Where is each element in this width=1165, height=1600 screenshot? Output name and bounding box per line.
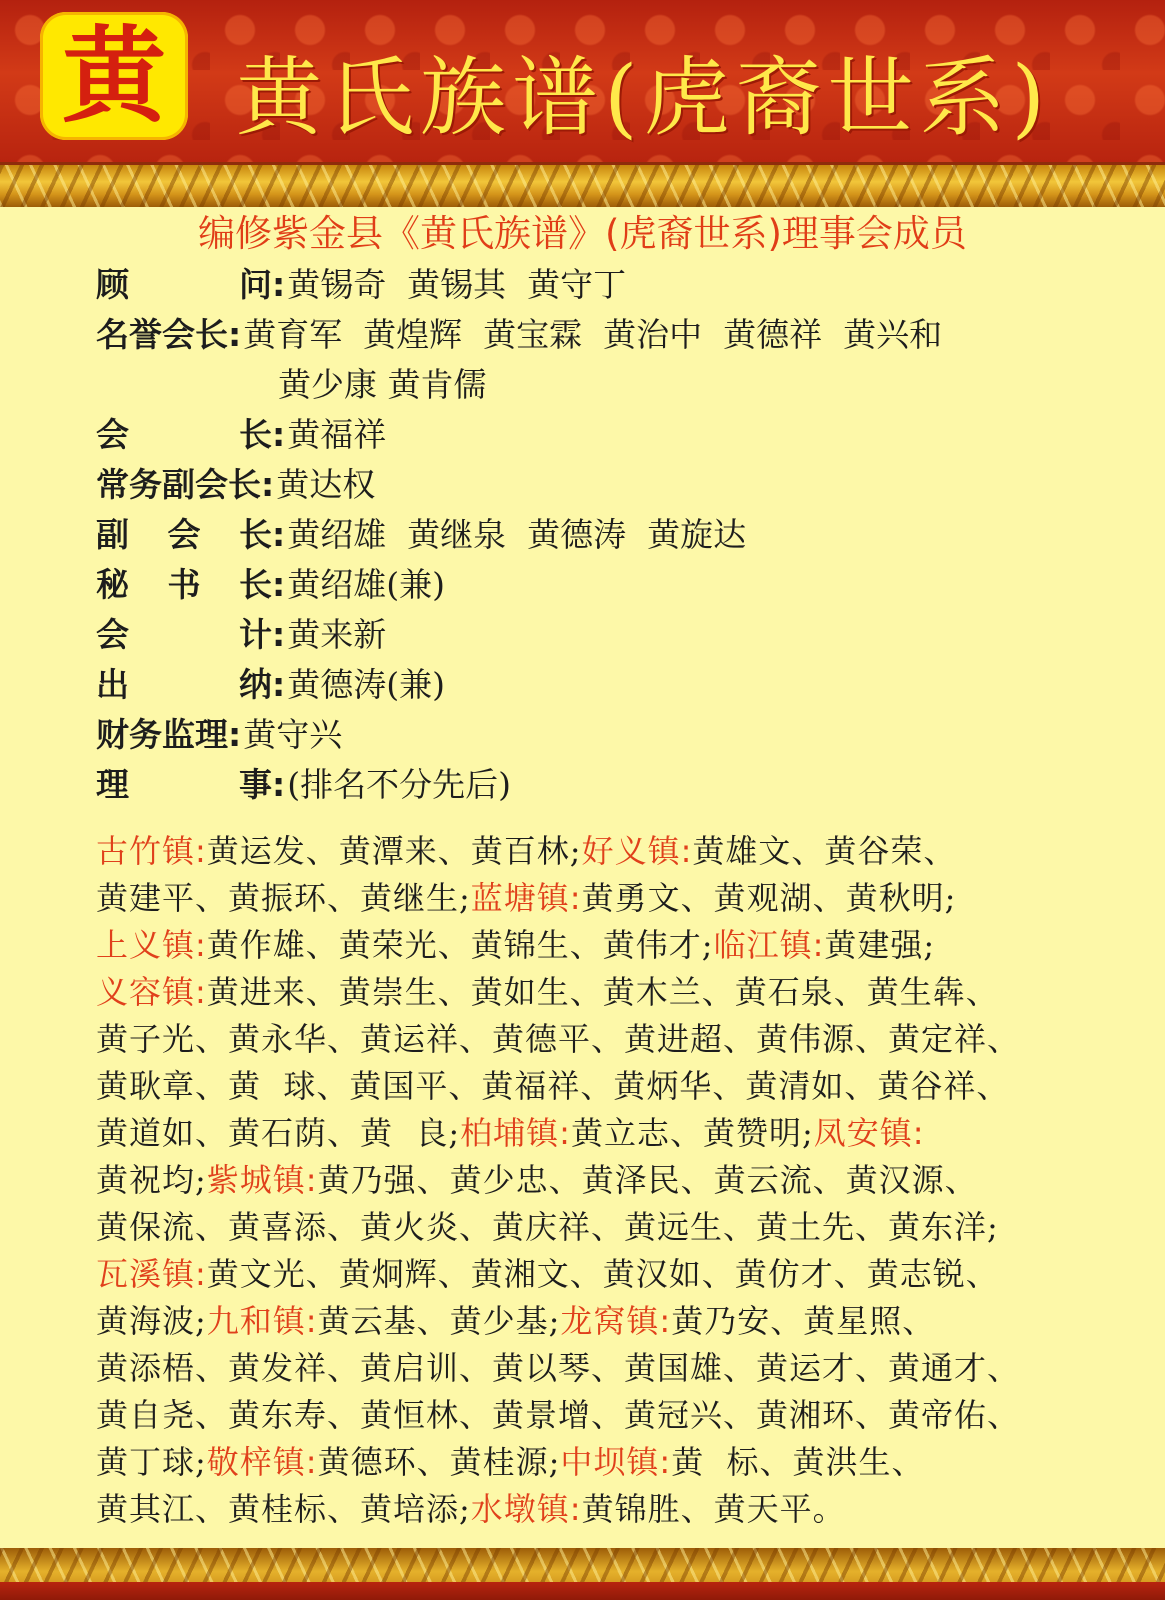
- roster-names: 黄少康 黄肯儒: [278, 365, 487, 404]
- directors-line: [96, 875, 1096, 922]
- roster-names: 黄来新: [287, 615, 387, 654]
- roster-colon: :: [272, 265, 286, 304]
- town-label: 蓝塘镇:: [470, 879, 582, 917]
- town-label: 水墩镇:: [470, 1490, 582, 1528]
- page-subtitle: 编修紫金县《黄氏族谱》(虎裔世系)理事会成员: [198, 212, 967, 255]
- director-names: 黄其江、黄桂标、黄培添;: [96, 1490, 471, 1528]
- roster-colon: :: [272, 515, 286, 554]
- roster-title-part: 会: [96, 615, 179, 654]
- director-names: 黄 标、黄洪生、: [671, 1443, 925, 1481]
- roster-names: 黄福祥: [287, 415, 387, 454]
- roster-row: [96, 260, 1096, 310]
- roster-title-part: 会: [96, 415, 179, 454]
- directors-line: [96, 1251, 1096, 1298]
- directors-line: [96, 1063, 1096, 1110]
- roster-title-part: 长: [239, 515, 272, 554]
- director-names: 黄海波;: [96, 1302, 207, 1340]
- roster-row: [96, 510, 1096, 560]
- roster-colon: :: [272, 665, 286, 704]
- roster-names: 黄绍雄 黄继泉 黄德涛 黄旋达: [287, 515, 747, 554]
- roster-title-part: 财务监理: [96, 715, 228, 754]
- council-roster: [96, 260, 1096, 810]
- director-names: 黄祝均;: [96, 1161, 207, 1199]
- roster-names: 黄德涛(兼): [287, 665, 445, 704]
- director-names: 黄文光、黄炯辉、黄湘文、黄汉如、黄仿才、黄志锐、: [206, 1255, 999, 1293]
- directors-line: [96, 1298, 1096, 1345]
- roster-title-part: 问: [239, 265, 272, 304]
- directors-line: [96, 922, 1096, 969]
- roster-title: [96, 510, 272, 560]
- roster-colon: :: [272, 615, 286, 654]
- roster-names: 黄守兴: [243, 715, 343, 754]
- director-names: 黄乃强、黄少忠、黄泽民、黄云流、黄汉源、: [317, 1161, 978, 1199]
- director-names: 黄添梧、黄发祥、黄启训、黄以琴、黄国雄、黄运才、黄通才、: [96, 1349, 1021, 1387]
- roster-row: [96, 560, 1096, 610]
- roster-title-part: 顾: [96, 265, 179, 304]
- header-gold-border: [0, 162, 1165, 207]
- director-names: 黄雄文、黄谷荣、: [692, 832, 957, 870]
- roster-row: [96, 610, 1096, 660]
- directors-line: [96, 1486, 1096, 1533]
- roster-names: (排名不分先后): [287, 765, 511, 804]
- director-names: 黄德环、黄桂源;: [317, 1443, 561, 1481]
- town-label: 瓦溪镇:: [96, 1255, 207, 1293]
- directors-line: [96, 1110, 1096, 1157]
- roster-row: [96, 410, 1096, 460]
- roster-title-part: 会: [167, 515, 214, 554]
- town-label: 九和镇:: [206, 1302, 318, 1340]
- director-names: 黄道如、黄石荫、黄 良;: [96, 1114, 461, 1152]
- director-names: 黄锦胜、黄天平。: [581, 1490, 846, 1528]
- roster-title-part: 书: [167, 565, 214, 604]
- roster-row: [96, 660, 1096, 710]
- town-label: 古竹镇:: [96, 832, 207, 870]
- town-label: 龙窝镇:: [560, 1302, 672, 1340]
- directors-list: [96, 828, 1096, 1533]
- roster-title-part: 长: [239, 415, 272, 454]
- director-names: 黄耿章、黄 球、黄国平、黄福祥、黄炳华、黄清如、黄谷祥、: [96, 1067, 1010, 1105]
- roster-title-part: 事: [239, 765, 272, 804]
- director-names: 黄丁球;: [96, 1443, 207, 1481]
- director-names: 黄进来、黄崇生、黄如生、黄木兰、黄石泉、黄生犇、: [206, 973, 999, 1011]
- directors-line: [96, 1016, 1096, 1063]
- roster-row: [96, 310, 1096, 360]
- director-names: 黄自尧、黄东寿、黄恒林、黄景增、黄冠兴、黄湘环、黄帝佑、: [96, 1396, 1021, 1434]
- logo-glyph: 黄: [61, 14, 166, 137]
- directors-line: [96, 1439, 1096, 1486]
- roster-title-part: 理: [96, 765, 179, 804]
- director-names: 黄建平、黄振环、黄继生;: [96, 879, 471, 917]
- director-names: 黄云基、黄少基;: [317, 1302, 561, 1340]
- roster-names: 黄绍雄(兼): [287, 565, 445, 604]
- town-label: 好义镇:: [581, 832, 693, 870]
- town-label: 紫城镇:: [206, 1161, 318, 1199]
- roster-title: [96, 760, 272, 810]
- roster-title: [96, 260, 272, 310]
- roster-title-part: 纳: [239, 665, 272, 704]
- roster-names: 黄达权: [276, 465, 376, 504]
- directors-line: [96, 1157, 1096, 1204]
- roster-title: [96, 315, 228, 354]
- directors-line: [96, 1392, 1096, 1439]
- directors-line: [96, 828, 1096, 875]
- directors-line: [96, 1204, 1096, 1251]
- director-names: 黄建强;: [824, 926, 936, 964]
- roster-colon: :: [228, 315, 242, 354]
- roster-title-part: 副: [96, 515, 143, 554]
- roster-title-part: 秘: [96, 565, 143, 604]
- footer-gold-border: [0, 1548, 1165, 1600]
- town-label: 上义镇:: [96, 926, 207, 964]
- roster-colon: :: [272, 415, 286, 454]
- roster-title-part: 长: [239, 565, 272, 604]
- roster-names: 黄育军 黄煌辉 黄宝霖 黄治中 黄德祥 黄兴和: [243, 315, 943, 354]
- roster-title: [96, 660, 272, 710]
- roster-title-part: 计: [239, 615, 272, 654]
- roster-title: [96, 410, 272, 460]
- director-names: 黄运发、黄潭来、黄百林;: [206, 832, 582, 870]
- roster-colon: :: [272, 765, 286, 804]
- roster-title-part: 常务副会长: [96, 465, 261, 504]
- director-names: 黄勇文、黄观湖、黄秋明;: [581, 879, 957, 917]
- roster-row: [96, 360, 1096, 410]
- roster-title: [96, 610, 272, 660]
- director-names: 黄立志、黄赞明;: [570, 1114, 814, 1152]
- town-label: 临江镇:: [713, 926, 825, 964]
- header-banner: [0, 0, 1165, 162]
- town-label: 柏埔镇:: [460, 1114, 571, 1152]
- director-names: 黄乃安、黄星照、: [671, 1302, 936, 1340]
- roster-names: 黄锡奇 黄锡其 黄守丁: [287, 265, 627, 304]
- roster-title-part: 出: [96, 665, 179, 704]
- directors-line: [96, 1345, 1096, 1392]
- banner-title: 黄氏族谱(虎裔世系): [236, 48, 1052, 148]
- family-seal-logo: [40, 12, 188, 140]
- roster-row: [96, 460, 1096, 510]
- town-label: 凤安镇:: [813, 1114, 925, 1152]
- town-label: 敬梓镇:: [206, 1443, 318, 1481]
- roster-colon: :: [272, 565, 286, 604]
- town-label: 中坝镇:: [560, 1443, 672, 1481]
- director-names: 黄保流、黄喜添、黄火炎、黄庆祥、黄远生、黄土先、黄东洋;: [96, 1208, 999, 1246]
- roster-title-part: 名誉会长: [96, 315, 228, 354]
- director-names: 黄子光、黄永华、黄运祥、黄德平、黄进超、黄伟源、黄定祥、: [96, 1020, 1021, 1058]
- roster-title: [96, 715, 228, 754]
- roster-row: [96, 710, 1096, 760]
- directors-line: [96, 969, 1096, 1016]
- roster-colon: :: [228, 715, 242, 754]
- roster-title: [96, 560, 272, 610]
- director-names: 黄作雄、黄荣光、黄锦生、黄伟才;: [206, 926, 714, 964]
- roster-row: [96, 760, 1096, 810]
- roster-colon: :: [261, 465, 275, 504]
- roster-title: [96, 465, 261, 504]
- town-label: 义容镇:: [96, 973, 207, 1011]
